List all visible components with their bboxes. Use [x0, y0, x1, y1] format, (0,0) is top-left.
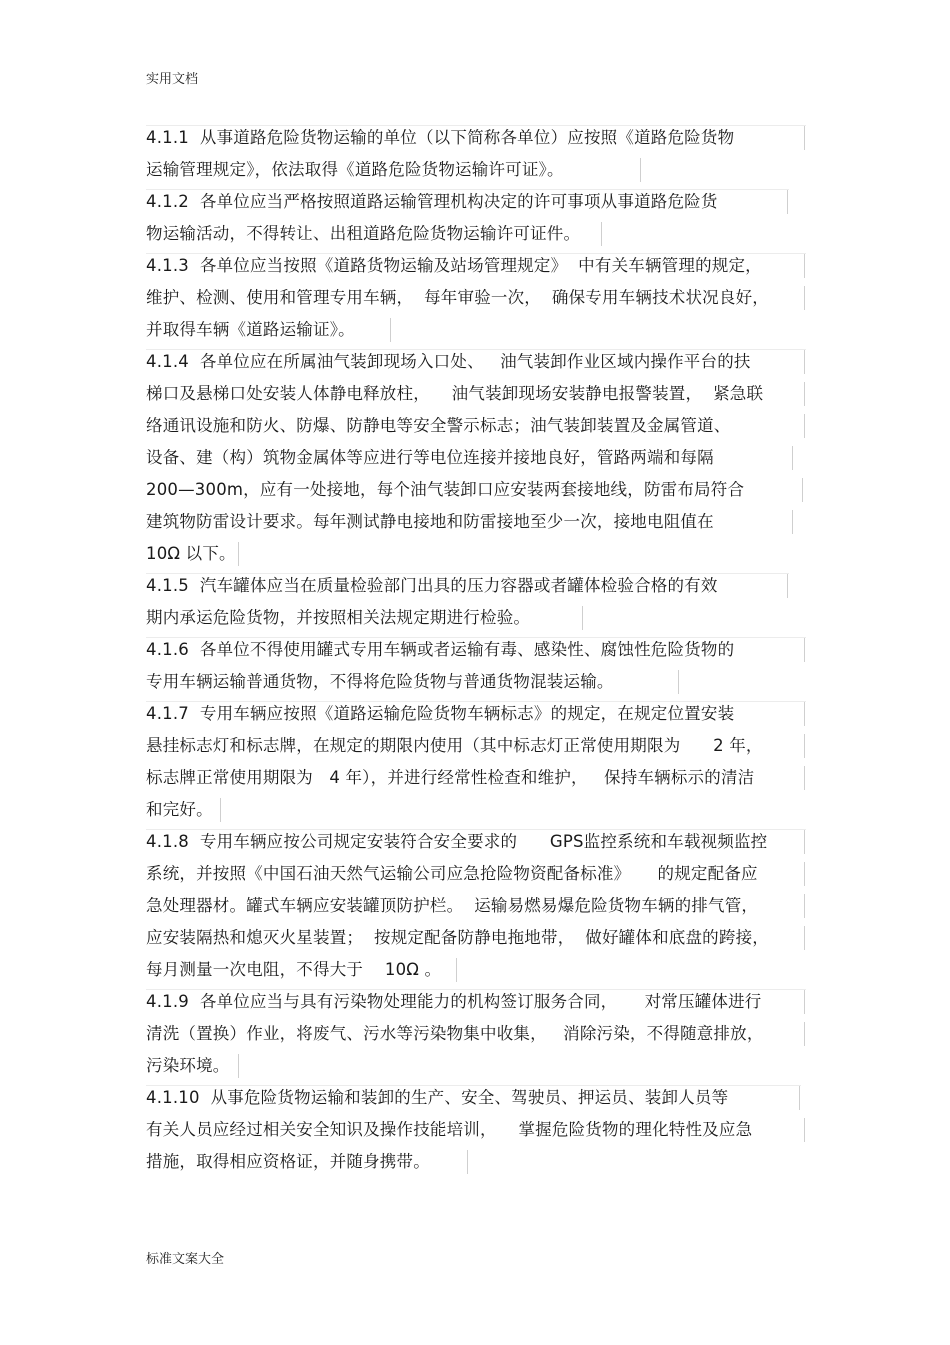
line-text: 和完好。 [146, 800, 213, 819]
line-text: 4.1.1 从事道路危险货物运输的单位（以下简称各单位）应按照《道路危险货物 [146, 128, 735, 147]
line-text: 4.1.2 各单位应当严格按照道路运输管理机构决定的许可事项从事道路危险货 [146, 192, 718, 211]
line-text: 200—300m，应有一处接地，每个油气装卸口应安装两套接地线，防雷布局符合 [146, 480, 745, 499]
page-header: 实用文档 [146, 72, 199, 87]
line-text: 10Ω 以下。 [146, 544, 236, 563]
line-text: 设备、建（构）筑物金属体等应进行等电位连接并接地良好，管路两端和每隔 [146, 448, 714, 467]
text-line [146, 762, 806, 794]
line-text: 急处理器材。罐式车辆应安装罐顶防护栏。 运输易燃易爆危险货物车辆的排气管， [146, 896, 759, 915]
text-line [146, 218, 806, 250]
text-line [146, 474, 806, 506]
text-line [146, 698, 806, 730]
line-text: 标志牌正常使用期限为 4 年），并进行经常性检查和维护， 保持车辆标示的清洁 [146, 768, 755, 787]
text-line [146, 954, 806, 986]
line-text: 系统，并按照《中国石油天然气运输公司应急抢险物资配备标准》 的规定配备应 [146, 864, 758, 883]
text-line [146, 666, 806, 698]
line-text: 4.1.8 专用车辆应按公司规定安装符合安全要求的 GPS监控系统和车载视频监控 [146, 832, 768, 851]
line-text: 并取得车辆《道路运输证》。 [146, 320, 355, 339]
text-line [146, 1114, 806, 1146]
text-line [146, 410, 806, 442]
page-footer: 标准文案大全 [146, 1252, 225, 1267]
text-line [146, 378, 806, 410]
text-line [146, 1082, 806, 1114]
text-line [146, 506, 806, 538]
line-text: 有关人员应经过相关安全知识及操作技能培训， 掌握危险货物的理化特性及应急 [146, 1120, 753, 1139]
text-line [146, 186, 806, 218]
line-text: 4.1.10 从事危险货物运输和装卸的生产、安全、驾驶员、押运员、装卸人员等 [146, 1088, 729, 1107]
line-text: 措施，取得相应资格证，并随身携带。 [146, 1152, 430, 1171]
text-line [146, 794, 806, 826]
text-line [146, 538, 806, 570]
line-text: 建筑物防雷设计要求。每年测试静电接地和防雷接地至少一次，接地电阻值在 [146, 512, 714, 531]
text-line [146, 154, 806, 186]
line-text: 污染环境。 [146, 1056, 230, 1075]
text-line [146, 1050, 806, 1082]
text-line [146, 282, 806, 314]
document-body [146, 122, 806, 1178]
text-line [146, 122, 806, 154]
line-text: 物运输活动，不得转让、出租道路危险货物运输许可证件。 [146, 224, 581, 243]
text-line [146, 1018, 806, 1050]
text-line [146, 570, 806, 602]
text-line [146, 922, 806, 954]
line-text: 4.1.3 各单位应当按照《道路货物运输及站场管理规定》 中有关车辆管理的规定， [146, 256, 762, 275]
line-text: 络通讯设施和防火、防爆、防静电等安全警示标志；油气装卸装置及金属管道、 [146, 416, 731, 435]
line-text: 4.1.5 汽车罐体应当在质量检验部门出具的压力容器或者罐体检验合格的有效 [146, 576, 718, 595]
text-line [146, 250, 806, 282]
text-line [146, 1146, 806, 1178]
line-text: 4.1.6 各单位不得使用罐式专用车辆或者运输有毒、感染性、腐蚀性危险货物的 [146, 640, 735, 659]
text-line [146, 890, 806, 922]
line-text: 悬挂标志灯和标志牌，在规定的期限内使用（其中标志灯正常使用期限为 2 年， [146, 736, 763, 755]
text-line [146, 442, 806, 474]
line-text: 期内承运危险货物，并按照相关法规定期进行检验。 [146, 608, 531, 627]
text-line [146, 314, 806, 346]
line-text: 应安装隔热和熄灭火星装置； 按规定配备防静电拖地带， 做好罐体和底盘的跨接， [146, 928, 769, 947]
line-text: 每月测量一次电阻，不得大于 10Ω 。 [146, 960, 442, 979]
line-text: 运输管理规定》，依法取得《道路危险货物运输许可证》。 [146, 160, 564, 179]
line-text: 维护、检测、使用和管理专用车辆， 每年审验一次， 确保专用车辆技术状况良好， [146, 288, 769, 307]
text-line [146, 858, 806, 890]
text-line [146, 826, 806, 858]
text-line [146, 634, 806, 666]
text-line [146, 986, 806, 1018]
text-line [146, 730, 806, 762]
line-text: 梯口及悬梯口处安装人体静电释放柱， 油气装卸现场安装静电报警装置， 紧急联 [146, 384, 764, 403]
text-line [146, 346, 806, 378]
line-text: 清洗（置换）作业，将废气、污水等污染物集中收集， 消除污染，不得随意排放， [146, 1024, 764, 1043]
line-text: 4.1.4 各单位应在所属油气装卸现场入口处、 油气装卸作业区域内操作平台的扶 [146, 352, 751, 371]
line-text: 4.1.7 专用车辆应按照《道路运输危险货物车辆标志》的规定，在规定位置安装 [146, 704, 735, 723]
line-text: 专用车辆运输普通货物，不得将危险货物与普通货物混装运输。 [146, 672, 614, 691]
line-text: 4.1.9 各单位应当与具有污染物处理能力的机构签订服务合同， 对常压罐体进行 [146, 992, 762, 1011]
text-line [146, 602, 806, 634]
